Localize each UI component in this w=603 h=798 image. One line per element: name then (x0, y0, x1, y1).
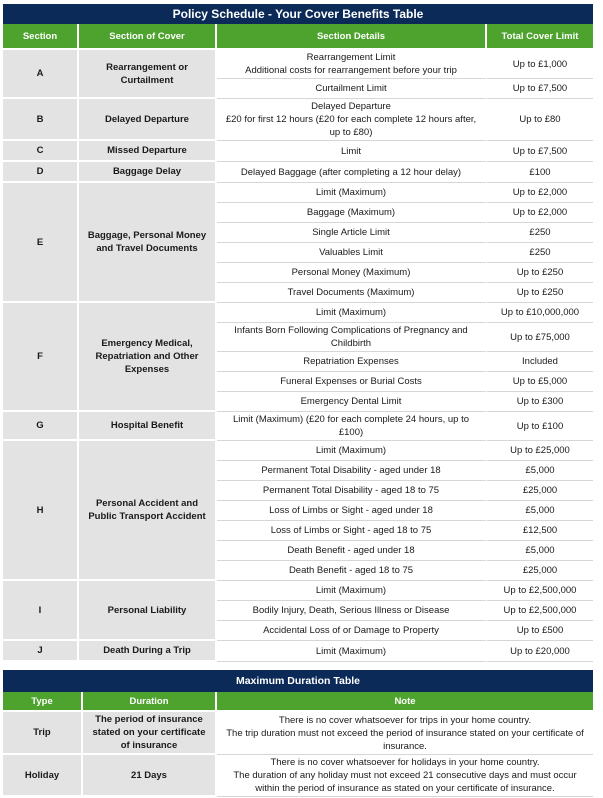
duration-note (217, 755, 593, 797)
detail-text: Curtailment Limit (315, 83, 387, 94)
detail-text: Travel Documents (Maximum) (287, 287, 415, 298)
section-detail (217, 521, 487, 541)
table-row (3, 162, 593, 183)
header-section-of-cover: Section of Cover (79, 24, 217, 50)
table-row (3, 303, 593, 323)
cover-limit: Up to £25,000 (487, 441, 593, 461)
cover-limit: £5,000 (487, 541, 593, 561)
detail-text: Loss of Limbs or Sight - aged 18 to 75 (270, 525, 432, 536)
section-detail (217, 50, 487, 79)
cover-limit: Up to £300 (487, 392, 593, 412)
duration-body (3, 712, 593, 797)
detail-text: Emergency Dental Limit (300, 396, 402, 407)
cover-limit: £5,000 (487, 501, 593, 521)
detail-text: Limit (Maximum) (315, 645, 387, 657)
header-section-details: Section Details (217, 24, 487, 50)
table-row (3, 50, 593, 79)
section-detail (217, 441, 487, 461)
detail-text: Rearrangement Limit (306, 52, 396, 63)
schedule-title: Policy Schedule - Your Cover Benefits Table (3, 4, 593, 24)
cover-limit: £5,000 (487, 461, 593, 481)
table-row (3, 141, 593, 162)
section-detail (217, 641, 487, 662)
table-row (3, 99, 593, 141)
section-of-cover: Missed Departure (79, 141, 217, 162)
section-detail (217, 183, 487, 203)
section-id: F (3, 303, 79, 412)
section-of-cover: Hospital Benefit (79, 412, 217, 441)
header-duration: Duration (83, 692, 217, 712)
cover-limit: £100 (487, 162, 593, 183)
section-of-cover: Personal Liability (79, 581, 217, 641)
cover-limit: £12,500 (487, 521, 593, 541)
duration-table (3, 692, 593, 797)
detail-text: Valuables Limit (319, 247, 383, 258)
section-detail (217, 481, 487, 501)
note-line: There is no cover whatsoever for trips in your home country. (278, 714, 532, 726)
table-row (3, 441, 593, 461)
section-detail (217, 243, 487, 263)
cover-limit: Up to £2,000 (487, 183, 593, 203)
cover-limit: Up to £2,500,000 (487, 601, 593, 621)
detail-subtext: £20 for first 12 hours (£20 for each complete 12 hours after, up to £80) (225, 114, 477, 138)
section-id: G (3, 412, 79, 441)
section-detail (217, 303, 487, 323)
detail-text: Death Benefit - aged under 18 (287, 545, 415, 556)
section-id: B (3, 99, 79, 141)
section-detail (217, 392, 487, 412)
section-detail (217, 372, 487, 392)
duration-type: Holiday (3, 755, 83, 797)
cover-limit: Up to £1,000 (487, 50, 593, 79)
cover-limit: Up to £80 (487, 99, 593, 141)
detail-text: Infants Born Following Complications of Pregnancy and Childbirth (234, 325, 468, 349)
duration-type: Trip (3, 712, 83, 755)
section-detail (217, 283, 487, 303)
document (3, 4, 593, 797)
detail-text: Limit (Maximum) (315, 585, 387, 596)
section-detail (217, 141, 487, 162)
section-detail (217, 601, 487, 621)
detail-text: Funeral Expenses or Burial Costs (280, 376, 422, 387)
section-detail (217, 323, 487, 352)
cover-benefits-body (3, 50, 593, 662)
section-of-cover: Baggage, Personal Money and Travel Documents (79, 183, 217, 303)
cover-limit: Up to £250 (487, 263, 593, 283)
header-total-cover-limit: Total Cover Limit (487, 24, 593, 50)
section-detail (217, 223, 487, 243)
section-of-cover: Personal Accident and Public Transport Accident (79, 441, 217, 581)
table-row (3, 183, 593, 203)
section-id: C (3, 141, 79, 162)
section-detail (217, 79, 487, 99)
section-of-cover: Rearrangement or Curtailment (79, 50, 217, 99)
section-detail (217, 412, 487, 441)
cover-limit: £250 (487, 243, 593, 263)
header-note: Note (217, 692, 593, 712)
header-type: Type (3, 692, 83, 712)
detail-text: Limit (Maximum) (£20 for each complete 24 hours, up to £100) (232, 414, 469, 438)
duration-note (217, 712, 593, 755)
detail-text: Limit (340, 145, 362, 157)
detail-text: Limit (Maximum) (315, 187, 387, 198)
section-detail (217, 352, 487, 372)
duration-value: 21 Days (83, 755, 217, 797)
section-detail (217, 461, 487, 481)
detail-text: Limit (Maximum) (315, 445, 387, 456)
cover-limit: £250 (487, 223, 593, 243)
cover-limit: Up to £10,000,000 (487, 303, 593, 323)
cover-limit: Up to £7,500 (487, 141, 593, 162)
section-detail (217, 99, 487, 141)
section-detail (217, 203, 487, 223)
section-of-cover: Delayed Departure (79, 99, 217, 141)
section-id: D (3, 162, 79, 183)
detail-text: Repatriation Expenses (303, 356, 399, 367)
section-detail (217, 621, 487, 641)
cover-limit: Up to £7,500 (487, 79, 593, 99)
detail-text: Baggage (Maximum) (306, 207, 396, 218)
section-detail (217, 162, 487, 183)
cover-limit: Up to £5,000 (487, 372, 593, 392)
cover-limit: Up to £500 (487, 621, 593, 641)
detail-text: Delayed Baggage (after completing a 12 hour delay) (240, 166, 462, 178)
section-detail (217, 561, 487, 581)
detail-text: Permanent Total Disability - aged under 18 (261, 465, 441, 476)
detail-text: Limit (Maximum) (315, 307, 387, 318)
table-row (3, 412, 593, 441)
detail-text: Delayed Departure (311, 101, 391, 112)
detail-text: Accidental Loss of or Damage to Property (263, 625, 439, 636)
cover-limit: Up to £20,000 (487, 641, 593, 662)
cover-limit: Up to £2,500,000 (487, 581, 593, 601)
section-id: E (3, 183, 79, 303)
duration-row (3, 755, 593, 797)
section-detail (217, 263, 487, 283)
detail-text: Permanent Total Disability - aged 18 to 75 (262, 485, 440, 496)
cover-limit: Included (487, 352, 593, 372)
cover-limit: £25,000 (487, 481, 593, 501)
detail-subtext: Additional costs for rearrangement before your trip (245, 65, 457, 76)
duration-row (3, 712, 593, 755)
table-row (3, 581, 593, 601)
note-line: There is no cover whatsoever for holidays in your home country. (270, 757, 540, 768)
section-of-cover: Emergency Medical, Repatriation and Other Expenses (79, 303, 217, 412)
section-id: A (3, 50, 79, 99)
section-of-cover: Baggage Delay (79, 162, 217, 183)
header-section: Section (3, 24, 79, 50)
duration-title: Maximum Duration Table (3, 670, 593, 692)
section-detail (217, 581, 487, 601)
section-of-cover: Death During a Trip (79, 641, 217, 662)
duration-value: The period of insurance stated on your certificate of insurance (83, 712, 217, 755)
section-detail (217, 541, 487, 561)
cover-benefits-table (3, 24, 593, 662)
detail-text: Single Article Limit (312, 227, 390, 238)
section-id: J (3, 641, 79, 662)
cover-limit: Up to £100 (487, 412, 593, 441)
cover-limit: Up to £250 (487, 283, 593, 303)
section-id: I (3, 581, 79, 641)
note-line: The trip duration must not exceed the period of insurance stated on your certificate of insurance. (226, 727, 584, 752)
detail-text: Bodily Injury, Death, Serious Illness or Disease (252, 605, 450, 616)
detail-text: Death Benefit - aged 18 to 75 (288, 565, 414, 576)
note-line: The duration of any holiday must not exceed 21 consecutive days and must occur within the period of insurance as stated on your certificate of insurance. (233, 770, 577, 794)
cover-limit: Up to £75,000 (487, 323, 593, 352)
section-detail (217, 501, 487, 521)
table-row (3, 641, 593, 662)
detail-text: Personal Money (Maximum) (291, 267, 411, 278)
section-id: H (3, 441, 79, 581)
detail-text: Loss of Limbs or Sight - aged under 18 (269, 505, 433, 516)
cover-limit: £25,000 (487, 561, 593, 581)
cover-limit: Up to £2,000 (487, 203, 593, 223)
